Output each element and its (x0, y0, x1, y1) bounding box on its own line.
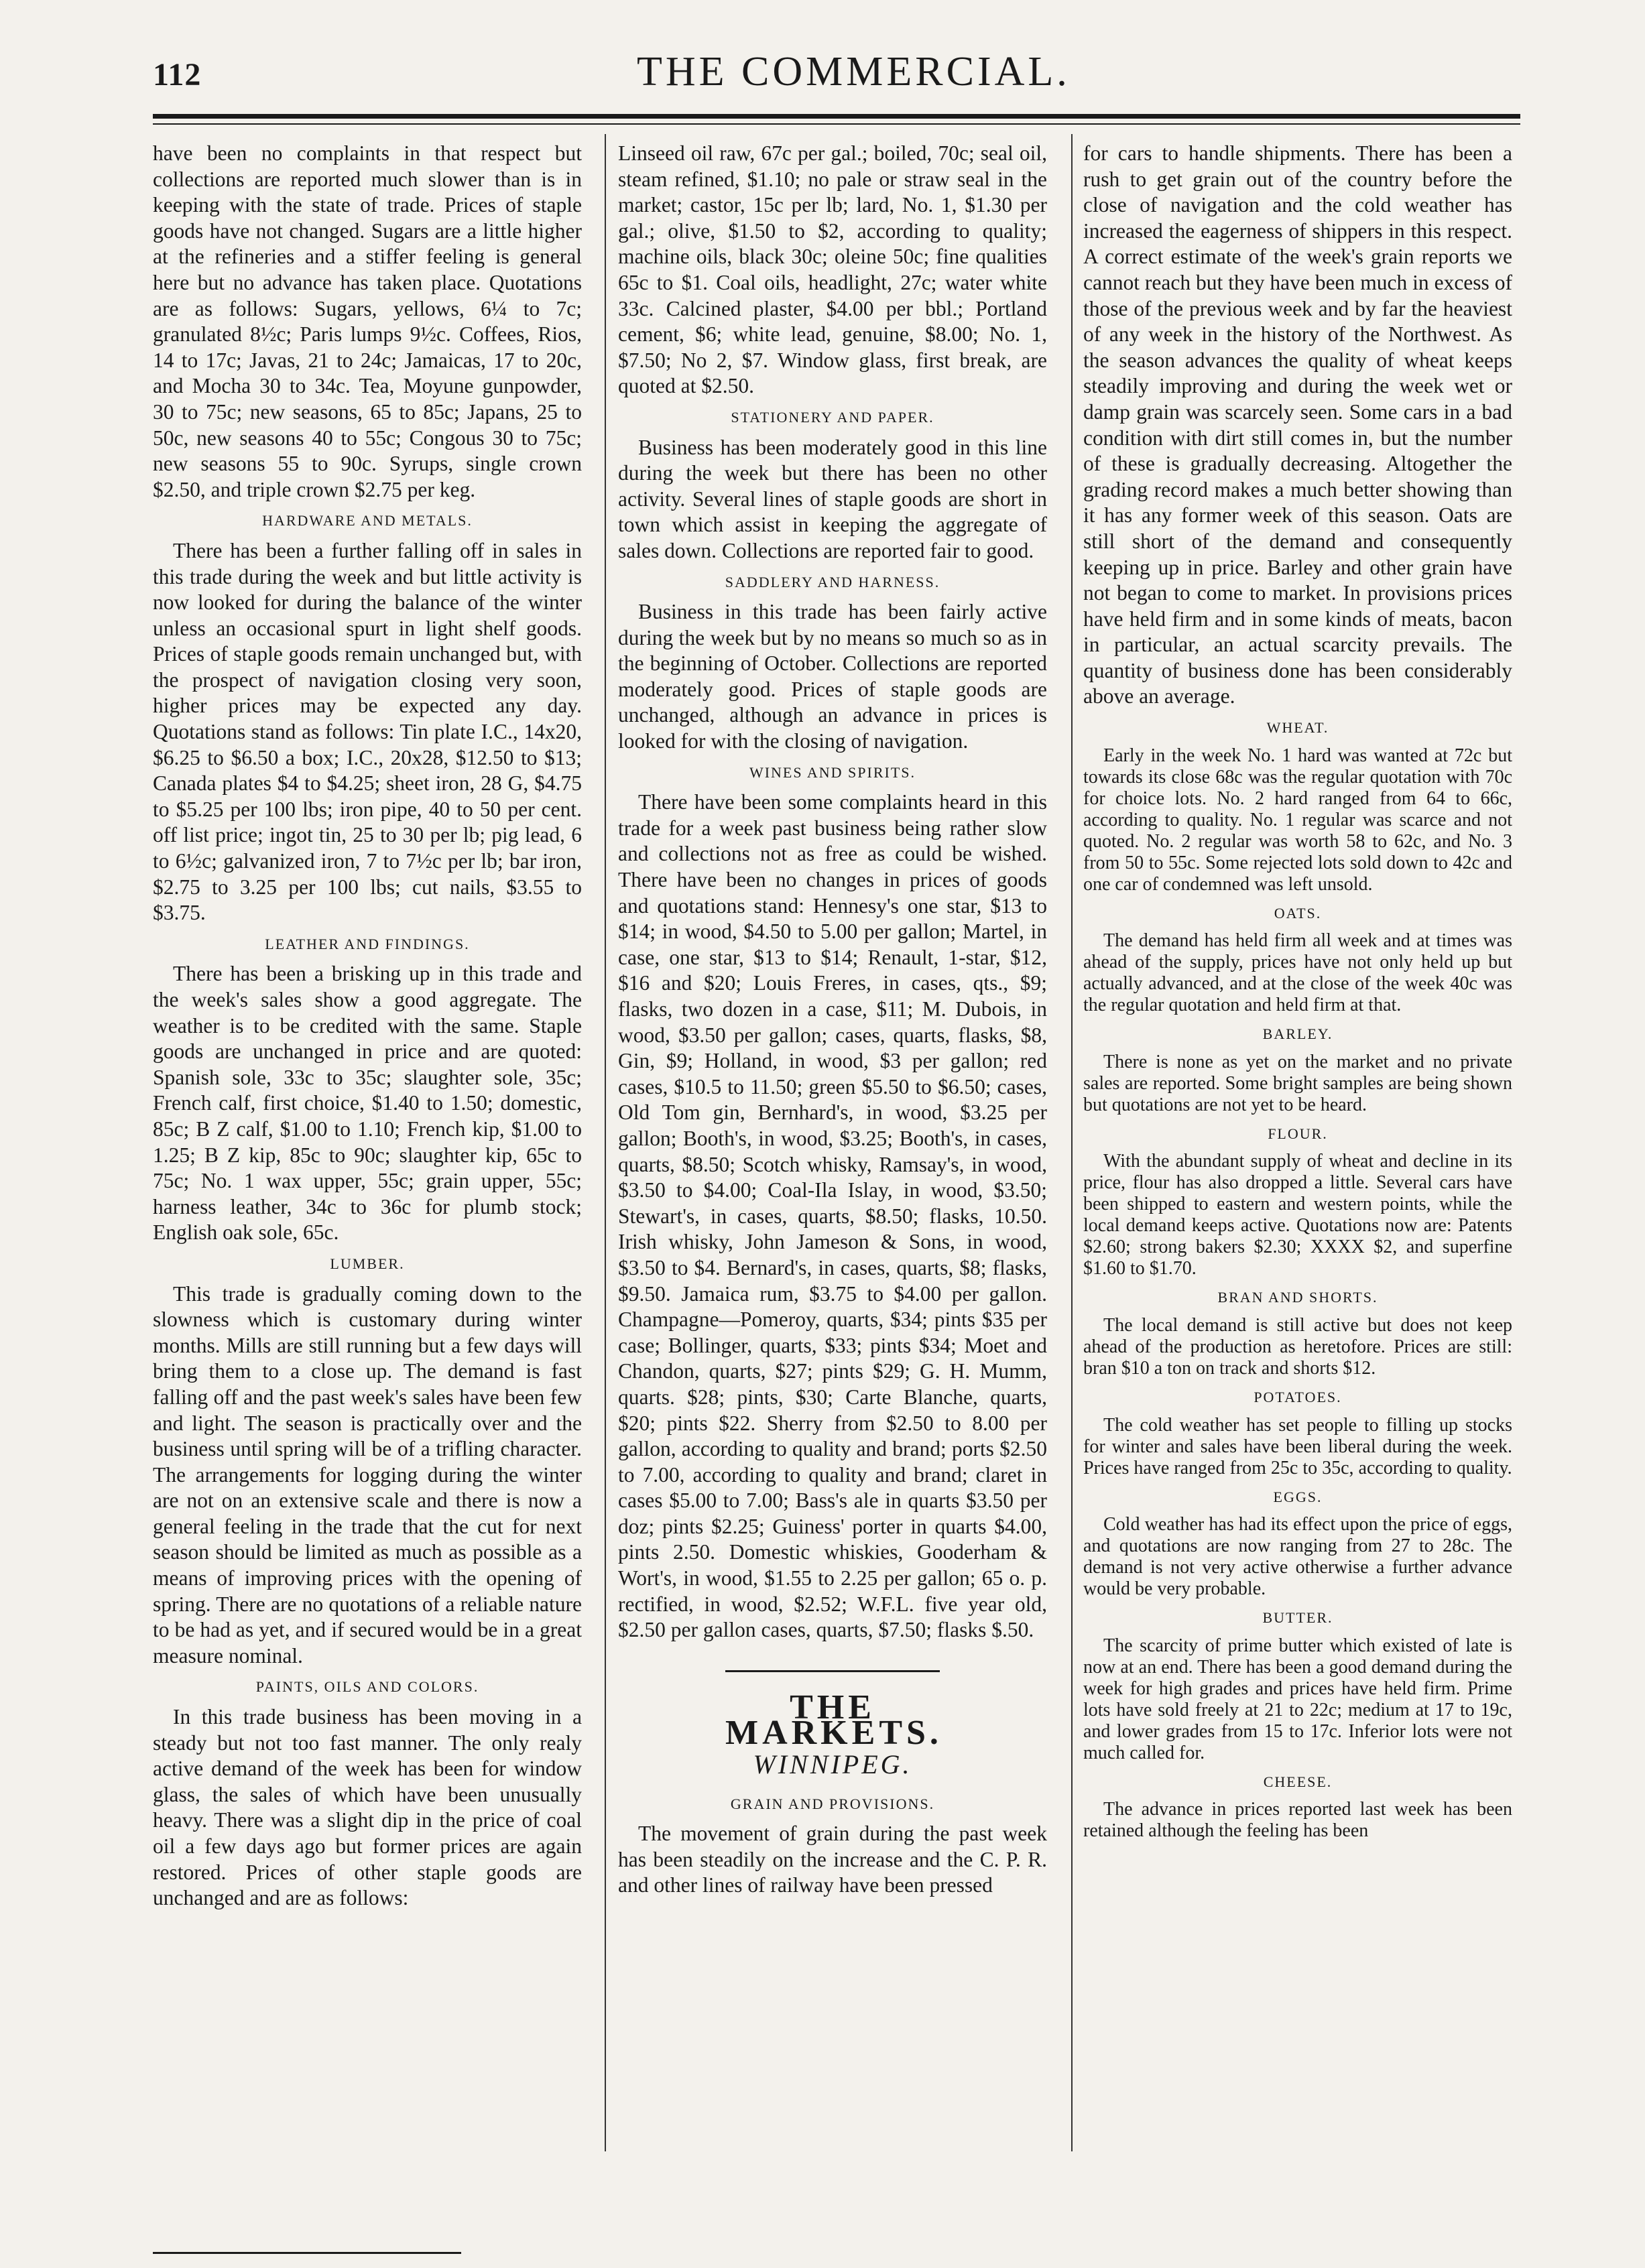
section-heading: BUTTER. (1262, 1609, 1333, 1627)
article-paragraph: The scarcity of prime butter which existed of late is now at an end. There has been a good demand during the week for high grades and prices have held firm. Prime lots have sold freely at 21 to 22c; medium at 17 to 19c, and lower grades from 15 to 17c. Inferior lots were not much called for. (1083, 1635, 1512, 1763)
article-paragraph: Business has been moderately good in this line during the week but there has been no other activity. Several lines of staple goods are short in town which assist in keeping the aggregate of sales down. Collections are reported fair to good. (618, 435, 1047, 562)
section-heading: OATS. (1274, 904, 1322, 922)
column-1 (153, 141, 582, 2165)
column-divider (605, 134, 606, 2151)
markets-subtitle: WINNIPEG. (753, 1749, 912, 1780)
article-paragraph: There is none as yet on the market and no private sales are reported. Some bright samples are being shown but quotations are not yet to be heard. (1083, 1051, 1512, 1115)
article-paragraph: Cold weather has had its effect upon the price of eggs, and quotations are now ranging from 27 to 28c. The demand is not very active otherwise a further advance would be very probable. (1083, 1514, 1512, 1600)
article-paragraph: Early in the week No. 1 hard was wanted at 72c but towards its close 68c was the regular quotation with 70c for choice lots. No. 2 hard ranged from 64 to 66c, according to quality. No. 1 regular was scarce and not quoted. No. 2 regular was worth 58 to 62c, and No. 3 from 50 to 55c. Some rejected lots sold down to 42c and one car of condemned was left unsold. (1083, 745, 1512, 895)
section-heading: WHEAT. (1266, 719, 1329, 737)
header-rule-thin (153, 123, 1520, 125)
section-heading: BRAN AND SHORTS. (1217, 1289, 1378, 1306)
section-heading: FLOUR. (1268, 1125, 1328, 1142)
article-paragraph: In this trade business has been moving in a steady but not too fast manner. The only realy active demand of the week has been for window glass, the sales of which have been unusually heavy. There was a slight dip in the price of coal oil a few days ago but former prices are again restored. Prices of other staple goods are unchanged and are as follows: (153, 1705, 582, 1910)
article-paragraph: The cold weather has set people to filling up stocks for winter and sales have been liberal during the week. Prices have ranged from 25c to 35c, according to quality. (1083, 1414, 1512, 1478)
section-heading: GRAIN AND PROVISIONS. (730, 1795, 935, 1812)
section-heading: WINES AND SPIRITS. (749, 763, 916, 781)
page-number: 112 (153, 57, 202, 92)
footer-rule (153, 2252, 461, 2254)
section-heading: BARLEY. (1262, 1025, 1333, 1043)
article-paragraph: There has been a brisking up in this trade and the week's sales show a good aggregate. The weather is to be credited with the same. Staple goods are unchanged in price and are quoted: Spanish sole, 33c to 35c; slaughter sole, 35c; French calf, first choice, $1.40 to 1.50; domestic, 85c; B Z calf, $1.00 to 1.10; French kip, $1.00 to 1.25; B Z kip, 85c to 90c; slaughter kip, 65c to 75c; No. 1 wax upper, 55c; grain upper, 55c; harness leather, 34c to 36c for plumb stock; English oak sole, 65c. (153, 962, 582, 1245)
markets-title: THE MARKETS. (725, 1670, 940, 1747)
section-heading: SADDLERY AND HARNESS. (725, 573, 940, 590)
section-heading: EGGS. (1273, 1488, 1323, 1505)
article-paragraph: for cars to handle shipments. There has been a rush to get grain out of the country before the close of navigation and the cold weather has increased the eagerness of shippers in this respect. A correct estimate of the week's grain reports we cannot reach but they have been much in excess of those of the previous week and by far the heaviest of any week in the history of the Northwest. As the season advances the quality of wheat keeps steadily improving and during the week wet or damp grain was scarcely seen. Some cars in a bad condition with dirt still comes in, but the number of these is gradually decreasing. Altogether the grading record makes a much better showing than it has any former week of this season. Oats are still short of the demand and consequently keeping up in price. Barley and other grain have not began to come to market. In provisions prices have held firm and in some kinds of meats, bacon in particular, an actual scarcity prevails. The quantity of business done has been considerably above an average. (1083, 141, 1512, 708)
section-heading: HARDWARE AND METALS. (262, 512, 473, 529)
article-paragraph: There has been a further falling off in sales in this trade during the week and but little activity is now looked for during the balance of the winter unless an occasional spurt in light shelf goods. Prices of staple goods remain unchanged but, with the prospect of navigation closing very soon, higher prices may be expected any day. Quotations stand as follows: Tin plate I.C., 14x20, $6.25 to $6.50 a box; I.C., 20x28, $12.50 to $13; Canada plates $4 to $4.25; sheet iron, 28 G, $4.75 to $5.25 per 100 lbs; iron pipe, 40 to 50 per cent. off list price; ingot tin, 25 to 30 per lb; pig lead, 6 to 6½c; galvanized iron, 7 to 7½c per lb; bar iron, $2.75 to 3.25 per 100 lbs; cut nails, $3.55 to $3.75. (153, 538, 582, 925)
article-paragraph: have been no complaints in that respect but collections are reported much slower than is in keeping with the state of trade. Prices of staple goods have not changed. Sugars are a little higher at the refineries and a stiffer feeling is general here but no advance has taken place. Quotations are as follows: Sugars, yellows, 6¼ to 7c; granulated 8½c; Paris lumps 9½c. Coffees, Rios, 14 to 17c; Javas, 21 to 24c; Jamaicas, 17 to 20c, and Mocha 30 to 34c. Tea, Moyune gunpowder, 30 to 75c; new seasons, 65 to 85c; Japans, 25 to 50c, new seasons 40 to 55c; Congous 30 to 75c; new seasons 55 to 90c. Syrups, single crown $2.50, and triple crown $2.75 per keg. (153, 141, 582, 501)
article-paragraph: With the abundant supply of wheat and decline in its price, flour has also dropped a little. Several cars have been shipped to eastern and western points, while the local demand keeps active. Quotations now are: Patents $2.60; strong bakers $2.30; XXXX $2, and superfine $1.60 to $1.70. (1083, 1151, 1512, 1279)
column-divider (1071, 134, 1073, 2151)
article-paragraph: This trade is gradually coming down to the slowness which is customary during winter months. Mills are still running but a few days will bring them to a close up. The demand is fast falling off and the past week's sales have been few and light. The season is practically over and the business until spring will be of a trifling character. The arrangements for logging during the winter are not on an extensive scale and there is now a general feeling in the trade that the cut for next season should be limited as much as possible as a means of improving prices with the opening of spring. There are no quotations of a reliable nature to be had as yet, and if secured would be in a great measure nominal. (153, 1281, 582, 1667)
column-3 (1083, 141, 1512, 2165)
column-2 (618, 141, 1047, 2165)
article-paragraph: The advance in prices reported last week has been retained although the feeling has been (1083, 1799, 1512, 1842)
article-paragraph: The local demand is still active but does not keep ahead of the production as heretofore. Prices are still: bran $10 a ton on track and shorts $12. (1083, 1315, 1512, 1379)
market-reports (1083, 715, 1512, 1842)
section-heading: STATIONERY AND PAPER. (731, 408, 934, 426)
article-paragraph: The demand has held firm all week and at times was ahead of the supply, prices have not only held up but actually advanced, and at the close of the week 40c was the regular quotation and held firm at that. (1083, 930, 1512, 1016)
article-paragraph: There have been some complaints heard in this trade for a week past business being rather slow and collections not as free as could be wished. There have been no changes in prices of goods and quotations stand: Hennesy's one star, $13 to $14; in wood, $4.50 to 5.00 per gallon; Martel, in case, one star, $13 to $14; Renault, 1-star, $12, $16 and $20; Louis Freres, in cases, qts., $9; flasks, two dozen in a case, $11; M. Dubois, in wood, $3.50 per gallon; cases, quarts, flasks, $8, Gin, $9; Holland, in wood, $3 per gallon; red cases, $10.5 to 11.50; green $5.50 to $6.50; cases, Old Tom gin, Bernhard's, in wood, $3.25 per gallon; Booth's, in wood, $3.25; Booth's, in cases, quarts, $8.50; Scotch whisky, Ramsay's, in wood, $3.50 to $4.00; Coal-Ila Islay, in wood, $3.50; Stewart's, in cases, quarts, $8.50; flasks, 10.50. Irish whisky, John Jameson & Sons, in wood, $3.50 to $4. Bernard's, in cases, quarts, $8; flasks, $9.50. Jamaica rum, $3.75 to $4.00 per gallon. Champagne—Pomeroy, quarts, $34; pints $35 per case; Bollinger, quarts, $33; pints $34; Moet and Chandon, quarts, $27; pints $29; G. H. Mumm, quarts. $28; pints, $30; Carte Blanche, quarts, $20; pints $22. Sherry from $2.50 to 8.00 per gallon, according to quality and brand; ports $2.50 to 7.00, according to quality and brand; claret in cases $5.00 to 7.00; Bass's ale in quarts $3.50 per doz; pints $2.25; Guiness' porter in quarts $4.00, pints 2.50. Domestic whiskies, Gooderham & Wort's, in wood, $1.55 to 2.25 per gallon; 65 o. p. rectified, in wood, $2.52; W.F.L. five year old, $2.50 per gallon cases, quarts, $7.50; flasks $.50. (618, 790, 1047, 1642)
article-paragraph: Linseed oil raw, 67c per gal.; boiled, 70c; seal oil, steam refined, $1.10; no pale or straw seal in the market; castor, 15c per lb; lard, No. 1, $1.30 per gal.; olive, $1.50 to $2, according to quality; machine oils, black 30c; oleine 50c; fine qualities 65c to $1. Coal oils, headlight, 27c; water white 33c. Calcined plaster, $4.00 per bbl.; Portland cement, $6; white lead, genuine, $8.00; No. 1, $7.50; No 2, $7. Window glass, first break, are quoted at $2.50. (618, 141, 1047, 398)
header-rule-thick (153, 114, 1520, 119)
section-heading: PAINTS, OILS AND COLORS. (255, 1678, 479, 1696)
article-paragraph: Business in this trade has been fairly active during the week but by no means so much so as in the beginning of October. Collections are reported moderately good. Prices of staple goods are unchanged, although an advance in prices is looked for with the closing of navigation. (618, 600, 1047, 753)
masthead-title: THE COMMERCIAL. (637, 49, 1071, 94)
section-heading: LUMBER. (330, 1255, 405, 1272)
section-heading: CHEESE. (1263, 1773, 1333, 1790)
article-paragraph: The movement of grain during the past week has been steadily on the increase and the C. P. R. and other lines of railway have been pressed (618, 1822, 1047, 1897)
section-heading: POTATOES. (1254, 1389, 1342, 1406)
section-heading: LEATHER AND FINDINGS. (265, 935, 470, 952)
